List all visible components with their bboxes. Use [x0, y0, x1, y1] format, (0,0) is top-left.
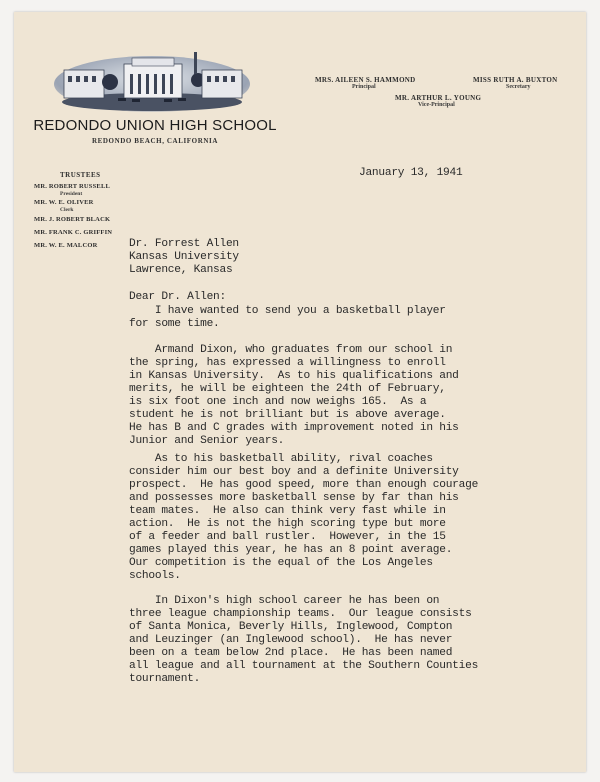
trustee-item: MR. J. ROBERT BLACK — [34, 216, 111, 223]
address-line: Kansas University — [129, 251, 239, 263]
secretary-name: MISS RUTH A. BUXTON — [473, 76, 558, 84]
body-line: As to his basketball ability, rival coaches — [129, 453, 433, 465]
body-line: for some time. — [129, 318, 220, 330]
body-line: Armand Dixon, who graduates from our school in — [129, 344, 453, 356]
vice-principal-name: MR. ARTHUR L. YOUNG — [395, 94, 482, 102]
trustees-heading: TRUSTEES — [60, 171, 101, 179]
trustee-role: Clerk — [60, 207, 74, 213]
body-line: Junior and Senior years. — [129, 435, 285, 447]
body-line: I have wanted to send you a basketball player — [129, 305, 446, 317]
secretary-title: Secretary — [506, 84, 531, 90]
body-line: the spring, has expressed a willingness to enroll — [129, 357, 446, 369]
body-line: is six foot one inch and now weighs 165. As a — [129, 396, 427, 408]
body-line: team mates. He also can think very fast while in — [129, 505, 446, 517]
trustee-item: MR. ROBERT RUSSELL — [34, 183, 111, 190]
trustee-item: MR. W. E. OLIVER — [34, 199, 94, 206]
body-line: Our competition is the equal of the Los Angeles — [129, 557, 433, 569]
school-buildings-illustration — [52, 52, 252, 112]
body-line: tournament. — [129, 673, 201, 685]
body-line: student he is not brilliant but is above average. — [129, 409, 446, 421]
body-line: merits, he will be eighteen the 24th of February, — [129, 383, 446, 395]
body-line: and possesses more basketball sense by far than his — [129, 492, 459, 504]
body-line: and Leuzinger (an Inglewood school). He has never — [129, 634, 453, 646]
school-name: REDONDO UNION HIGH SCHOOL — [33, 117, 277, 134]
trustee-item: MR. W. E. MALCOR — [34, 242, 98, 249]
principal-name: MRS. AILEEN S. HAMMOND — [315, 76, 416, 84]
vice-principal-title: Vice-Principal — [418, 102, 455, 108]
body-line: all league and all tournament at the Southern Counties — [129, 660, 479, 672]
body-line: games played this year, he has an 8 point average. — [129, 544, 453, 556]
body-line: In Dixon's high school career he has been on — [129, 595, 440, 607]
address-line: Dr. Forrest Allen — [129, 238, 239, 250]
body-line: three league championship teams. Our league consists — [129, 608, 472, 620]
letter-date: January 13, 1941 — [359, 167, 463, 179]
salutation: Dear Dr. Allen: — [129, 291, 226, 303]
body-line: of Santa Monica, Beverly Hills, Inglewood, Compton — [129, 621, 453, 633]
body-line: in Kansas University. As to his qualifications and — [129, 370, 459, 382]
body-line: been on a team below 2nd place. He has been named — [129, 647, 453, 659]
body-line: action. He is not the high scoring type but more — [129, 518, 446, 530]
school-location: REDONDO BEACH, CALIFORNIA — [91, 137, 219, 145]
body-line: prospect. He has good speed, more than enough courage — [129, 479, 479, 491]
body-line: schools. — [129, 570, 181, 582]
body-line: consider him our best boy and a definite University — [129, 466, 459, 478]
trustee-role: President — [60, 191, 83, 197]
principal-title: Principal — [352, 84, 376, 90]
address-line: Lawrence, Kansas — [129, 264, 233, 276]
body-line: of a feeder and ball rustler. However, in the 15 — [129, 531, 446, 543]
trustee-item: MR. FRANK C. GRIFFIN — [34, 229, 113, 236]
body-line: He has B and C grades with improvement noted in his — [129, 422, 459, 434]
